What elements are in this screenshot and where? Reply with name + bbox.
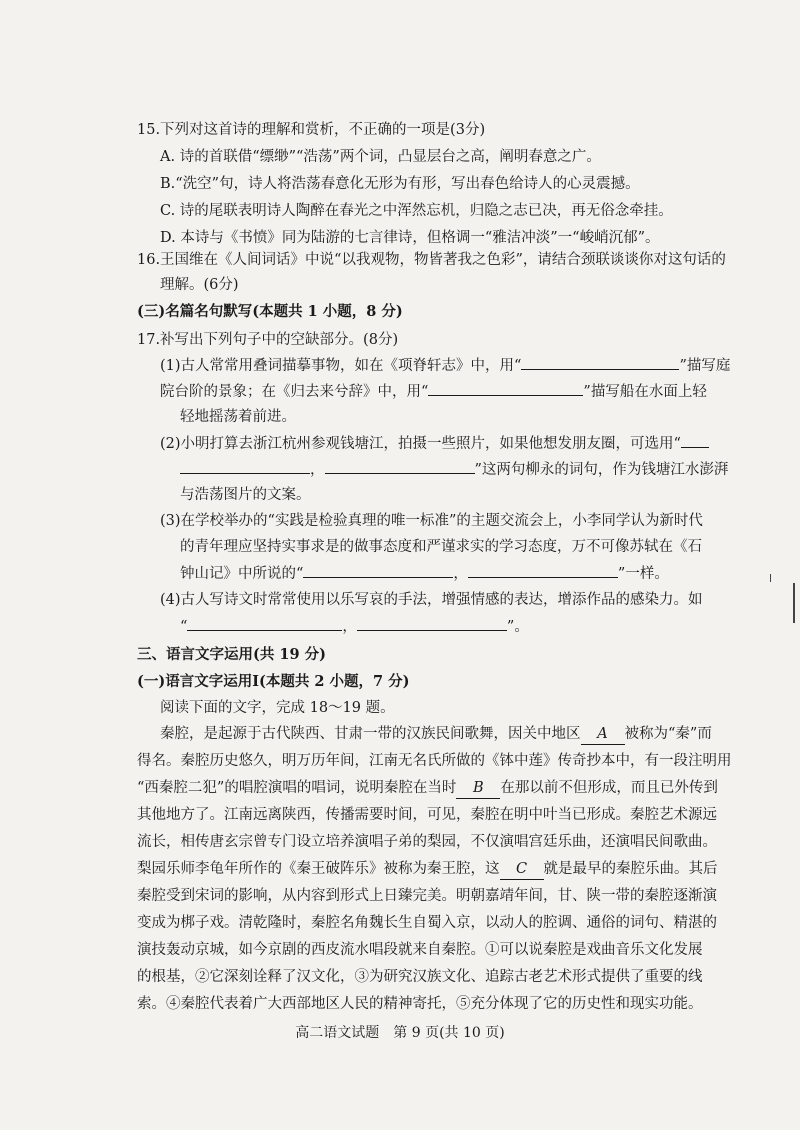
- scan-edge-mark: [793, 583, 795, 623]
- passage-line-7: 秦腔受到宋词的影响，从内容到形式上日臻完美。明朝嘉靖年间，甘、陕一带的秦腔逐渐演: [137, 888, 717, 904]
- q17-part1-line2: [160, 381, 707, 402]
- blank-label-c: C: [500, 859, 544, 880]
- q17-p2-text-b: ，: [310, 462, 325, 478]
- q17-p3-text-b: 的青年理应坚持实事求是的做事态度和严谨求实的学习态度，万不可像苏轼在《石: [180, 539, 702, 555]
- passage-text: 被称为“秦”而: [624, 726, 712, 742]
- q15-option-c: C. 诗的尾联表明诗人陶醉在春光之中浑然忘机，归隐之志已决，再无俗念牵挂。: [160, 203, 673, 219]
- q17-p2-text-c: ”这两句柳永的词句，作为钱塘江水澎湃: [474, 462, 729, 478]
- q17-p1-text-a: (1)古人常常用叠词描摹事物，如在《项脊轩志》中，用“: [160, 358, 522, 374]
- q17-part2-line1: [160, 433, 709, 454]
- q15-option-b: B.“洗空”句，诗人将浩荡春意化无形为有形，写出春色给诗人的心灵震撼。: [160, 176, 640, 192]
- q17-p3-text-a: (3)在学校举办的“实践是检验真理的唯一标准”的主题交流会上，小李同学认为新时代: [160, 513, 703, 529]
- page-footer: 高二语文试题 第 9 页(共 10 页): [295, 1025, 505, 1041]
- q17-p3-text-d: ，: [453, 566, 468, 582]
- q15-option-a: A. 诗的首联借“缥缈”“浩荡”两个词，凸显层台之高，阐明春意之广。: [160, 149, 601, 165]
- reading-intro: 阅读下面的文字，完成 18～19 题。: [160, 700, 395, 716]
- scan-edge-mark: [770, 574, 771, 582]
- q16-line2: 理解。(6分): [160, 277, 239, 293]
- answer-blank[interactable]: [428, 381, 583, 396]
- section-title-famous-lines: (三)名篇名句默写(本题共 1 小题，8 分): [137, 303, 403, 320]
- passage-text: 梨园乐师李龟年所作的《秦王破阵乐》被称为秦王腔，这: [137, 861, 500, 877]
- q17-p1-text-e: 轻地摇荡着前进。: [180, 409, 296, 425]
- passage-text: 秦腔，是起源于古代陕西、甘肃一带的汉族民间歌舞，因关中地区: [160, 726, 581, 742]
- q17-p4-text-d: ”。: [506, 619, 529, 635]
- passage-line-2: 得名。秦腔历史悠久，明万历年间，江南无名氏所做的《钵中莲》传奇抄本中，有一段注明用: [137, 753, 732, 769]
- passage-line-10: 的根基，②它深刻诠释了汉文化，③为研究汉族文化、追踪古老艺术形式提供了重要的线: [137, 969, 703, 985]
- q17-p3-text-e: ”一样。: [617, 566, 669, 582]
- q17-p4-text-a: (4)古人写诗文时常常使用以乐写哀的手法，增强情感的表达，增添作品的感染力。如: [160, 592, 703, 608]
- answer-blank[interactable]: [303, 563, 453, 578]
- q16-line1: 16.王国维在《人间词话》中说“以我观物，物皆著我之色彩”，请结合颈联谈谈你对这句话的: [137, 252, 726, 268]
- q17-part4-line2: [180, 616, 529, 637]
- q17-p4-text-b: “: [180, 619, 188, 635]
- answer-blank[interactable]: [325, 459, 475, 474]
- q17-p3-text-c: 钟山记》中所说的“: [180, 566, 304, 582]
- q15-option-d: D. 本诗与《书愤》同为陆游的七言律诗，但格调一“雅洁冲淡”一“峻峭沉郁”。: [160, 230, 660, 246]
- answer-blank[interactable]: [357, 616, 507, 631]
- q15-stem: 15.下列对这首诗的理解和赏析，不正确的一项是(3分): [137, 122, 486, 138]
- blank-label-a: A: [581, 724, 625, 745]
- passage-line-9: 演技轰动京城，如今京剧的西皮流水唱段就来自秦腔。①可以说秦腔是戏曲音乐文化发展: [137, 942, 703, 958]
- passage-line-4: 其他地方了。江南远离陕西，传播需要时间，可见，秦腔在明中叶当已形成。秦腔艺术源远: [137, 807, 717, 823]
- q17-p1-text-c: 院台阶的景象；在《归去来兮辞》中，用“: [160, 384, 429, 400]
- q17-p1-text-b: ”描写庭: [679, 358, 731, 374]
- q17-p1-text-d: ”描写船在水面上轻: [583, 384, 707, 400]
- answer-blank[interactable]: [180, 459, 310, 474]
- part-title-language-use: 三、语言文字运用(共 19 分): [137, 646, 326, 663]
- q17-part3-line3: [180, 563, 669, 584]
- passage-line-11: 索。④秦腔代表着广大西部地区人民的精神寄托，⑤充分体现了它的历史性和现实功能。: [137, 996, 703, 1012]
- answer-blank[interactable]: [187, 616, 342, 631]
- passage-text: 就是最早的秦腔乐曲。其后: [543, 861, 718, 877]
- answer-blank[interactable]: [521, 355, 679, 370]
- passage-text: “西秦腔二犯”的唱腔演唱的唱词，说明秦腔在当时: [137, 780, 457, 796]
- passage-line-6: [137, 859, 718, 880]
- answer-blank[interactable]: [468, 563, 618, 578]
- q17-part1-line1: [160, 355, 730, 376]
- answer-blank[interactable]: [681, 433, 709, 448]
- subsection-title-language-use-1: (一)语言文字运用Ⅰ(本题共 2 小题，7 分): [137, 673, 410, 690]
- q17-p4-text-c: ，: [342, 619, 357, 635]
- passage-line-8: 变成为梆子戏。清乾隆时，秦腔名角魏长生自蜀入京，以动人的腔调、通俗的词句、精湛的: [137, 915, 717, 931]
- blank-label-b: B: [456, 778, 500, 799]
- passage-text: 在那以前不但形成，而且已外传到: [500, 780, 718, 796]
- q17-p2-text-a: (2)小明打算去浙江杭州参观钱塘江，拍摄一些照片，如果他想发朋友圈，可选用“: [160, 436, 681, 452]
- passage-line-1: [160, 724, 712, 745]
- q17-stem: 17.补写出下列句子中的空缺部分。(8分): [137, 332, 399, 348]
- q17-part2-line2: [180, 459, 728, 480]
- q17-p2-text-d: 与浩荡图片的文案。: [180, 487, 311, 503]
- passage-line-3: [137, 778, 718, 799]
- passage-line-5: 流长，相传唐玄宗曾专门设立培养演唱子弟的梨园，不仅演唱宫廷乐曲，还演唱民间歌曲。: [137, 834, 717, 850]
